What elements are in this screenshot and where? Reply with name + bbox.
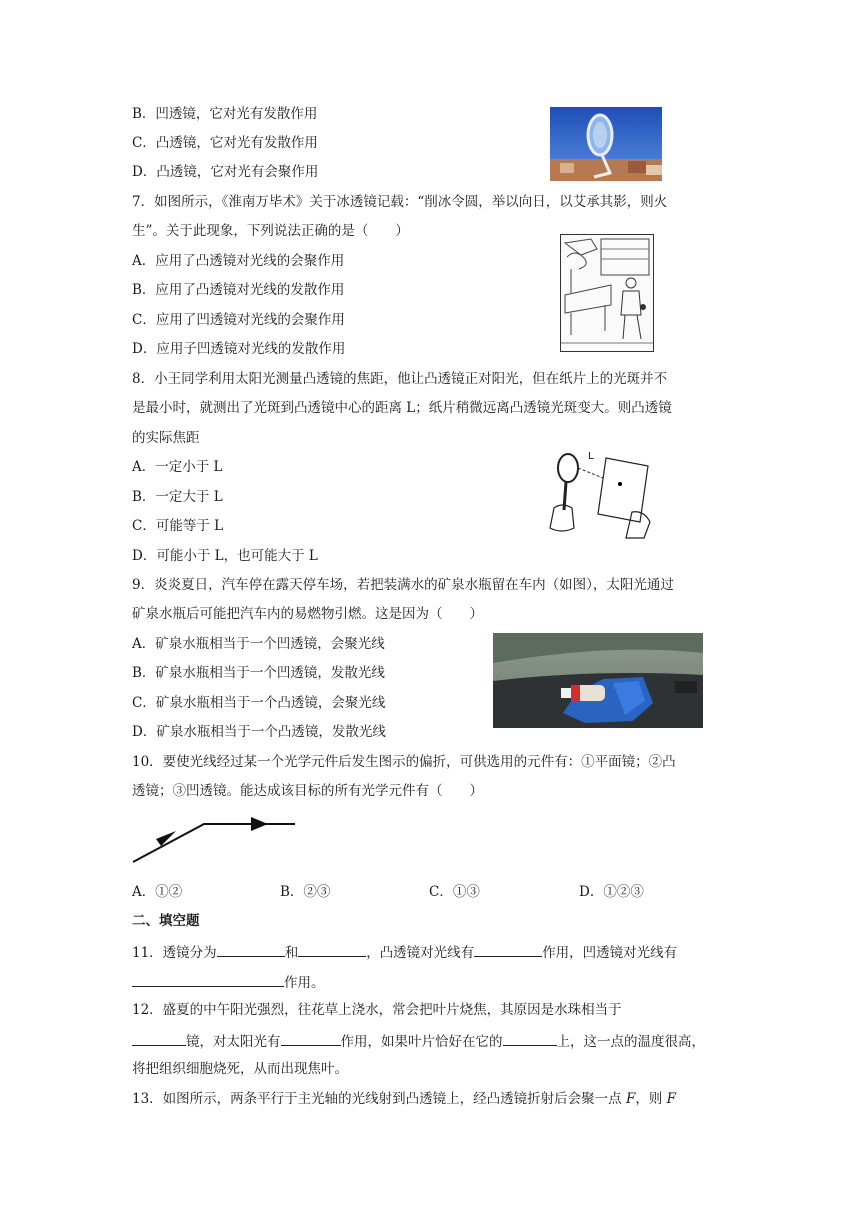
- q12-blank-2[interactable]: [281, 1030, 341, 1046]
- q9-option-a: A．矿泉水瓶相当于一个凹透镜，会聚光线: [132, 636, 385, 652]
- q12-text-3: 上，这一点的温度很高，: [556, 1034, 705, 1050]
- q8-figure-label-l: L: [588, 452, 595, 462]
- q9-bottle-photo: [493, 633, 703, 728]
- q13-line1: [132, 1089, 676, 1109]
- q10-stem-line2: 透镜；③凹透镜。能达成该目标的所有光学元件有（ ）: [132, 783, 483, 799]
- q6-option-d: D．凸透镜，它对光有会聚作用: [132, 164, 319, 180]
- q12-line1: 12．盛夏的中午阳光强烈，往花草上浇水，常会把叶片烧焦，其原因是水珠相当于: [132, 1002, 622, 1018]
- q10-ray-diagram: [130, 810, 300, 870]
- q12-line2: [132, 1030, 705, 1052]
- q9-option-b: B．矿泉水瓶相当于一个凹透镜，发散光线: [132, 665, 385, 681]
- q7-option-c: C．应用了凹透镜对光线的会聚作用: [132, 312, 345, 328]
- q9-option-d: D．矿泉水瓶相当于一个凸透镜，发散光线: [132, 724, 386, 740]
- q8-stem-line1: 8．小王同学利用太阳光测量凸透镜的焦距，他让凸透镜正对阳光，但在纸片上的光斑并不: [132, 371, 668, 387]
- q11-text-4: 作用，凹透镜对光线有: [542, 945, 678, 961]
- q11-line1: [132, 941, 677, 963]
- q7-option-b: B．应用了凸透镜对光线的发散作用: [132, 282, 345, 298]
- section-title-fill-in: 二、填空题: [132, 913, 200, 929]
- q6-lens-photo: [550, 107, 662, 181]
- q10-option-b: B．②③: [280, 884, 331, 900]
- q13-focal-f2: F: [666, 1091, 677, 1107]
- q8-magnifier-figure: [540, 452, 660, 542]
- q8-stem-line2: 是最小时，就测出了光斑到凸透镜中心的距离 L；纸片稍微远离凸透镜光斑变大。则凸透镜: [132, 400, 672, 416]
- q10-option-c: C．①③: [429, 884, 480, 900]
- q13-text-2: ，则: [635, 1091, 667, 1107]
- q11-line2: [132, 971, 325, 993]
- q8-option-a: A．一定小于 L: [132, 459, 223, 475]
- q7-option-a: A．应用了凸透镜对光线的会聚作用: [132, 253, 345, 269]
- q12-blank-3[interactable]: [503, 1030, 557, 1046]
- q12-blank-1[interactable]: [132, 1030, 186, 1046]
- q8-option-c: C．可能等于 L: [132, 518, 224, 534]
- q7-stem-line2: 生”。关于此现象，下列说法正确的是（ ）: [132, 223, 409, 239]
- q11-text-2: 和: [284, 945, 299, 961]
- q7-stem-line1: 7．如图所示，《淮南万毕术》关于冰透镜记载：“削冰令圆，举以向日，以艾承其影，则火: [132, 194, 668, 210]
- q12-text-2: 作用，如果叶片恰好在它的: [340, 1034, 503, 1050]
- q12-line3: 将把组织细胞烧死，从而出现焦叶。: [132, 1061, 348, 1077]
- q11-blank-2[interactable]: [298, 941, 366, 957]
- q9-option-c: C．矿泉水瓶相当于一个凸透镜，会聚光线: [132, 695, 386, 711]
- q8-option-d: D．可能小于 L，也可能大于 L: [132, 548, 318, 564]
- q13-text-1: 13．如图所示，两条平行于主光轴的光线射到凸透镜上，经凸透镜折射后会聚一点: [132, 1091, 626, 1107]
- q8-stem-line3: 的实际焦距: [132, 430, 200, 446]
- q11-text-5: 作用。: [284, 975, 325, 991]
- q11-text-1: 11．透镜分为: [132, 945, 217, 961]
- q11-text-3: ，凸透镜对光线有: [366, 945, 475, 961]
- q10-option-a: A．①②: [132, 884, 183, 900]
- q10-option-d: D．①②③: [579, 884, 644, 900]
- q6-option-b: B．凹透镜，它对光有发散作用: [132, 106, 318, 122]
- q11-blank-4[interactable]: [132, 971, 284, 987]
- q8-option-b: B．一定大于 L: [132, 489, 223, 505]
- q9-stem-line2: 矿泉水瓶后可能把汽车内的易燃物引燃。这是因为（ ）: [132, 606, 483, 622]
- q13-focal-f1: F: [625, 1091, 636, 1107]
- q9-stem-line1: 9．炎炎夏日，汽车停在露天停车场，若把装满水的矿泉水瓶留在车内（如图），太阳光通过: [132, 577, 674, 593]
- q11-blank-3[interactable]: [474, 941, 542, 957]
- q10-stem-line1: 10．要使光线经过某一个光学元件后发生图示的偏折，可供选用的元件有：①平面镜；②凸: [132, 754, 676, 770]
- q7-option-d: D．应用子凹透镜对光线的发散作用: [132, 341, 346, 357]
- q6-option-c: C．凸透镜，它对光有发散作用: [132, 135, 318, 151]
- q12-text-1: 镜，对太阳光有: [186, 1034, 281, 1050]
- q11-blank-1[interactable]: [217, 941, 285, 957]
- q7-ancient-illustration: [560, 234, 654, 352]
